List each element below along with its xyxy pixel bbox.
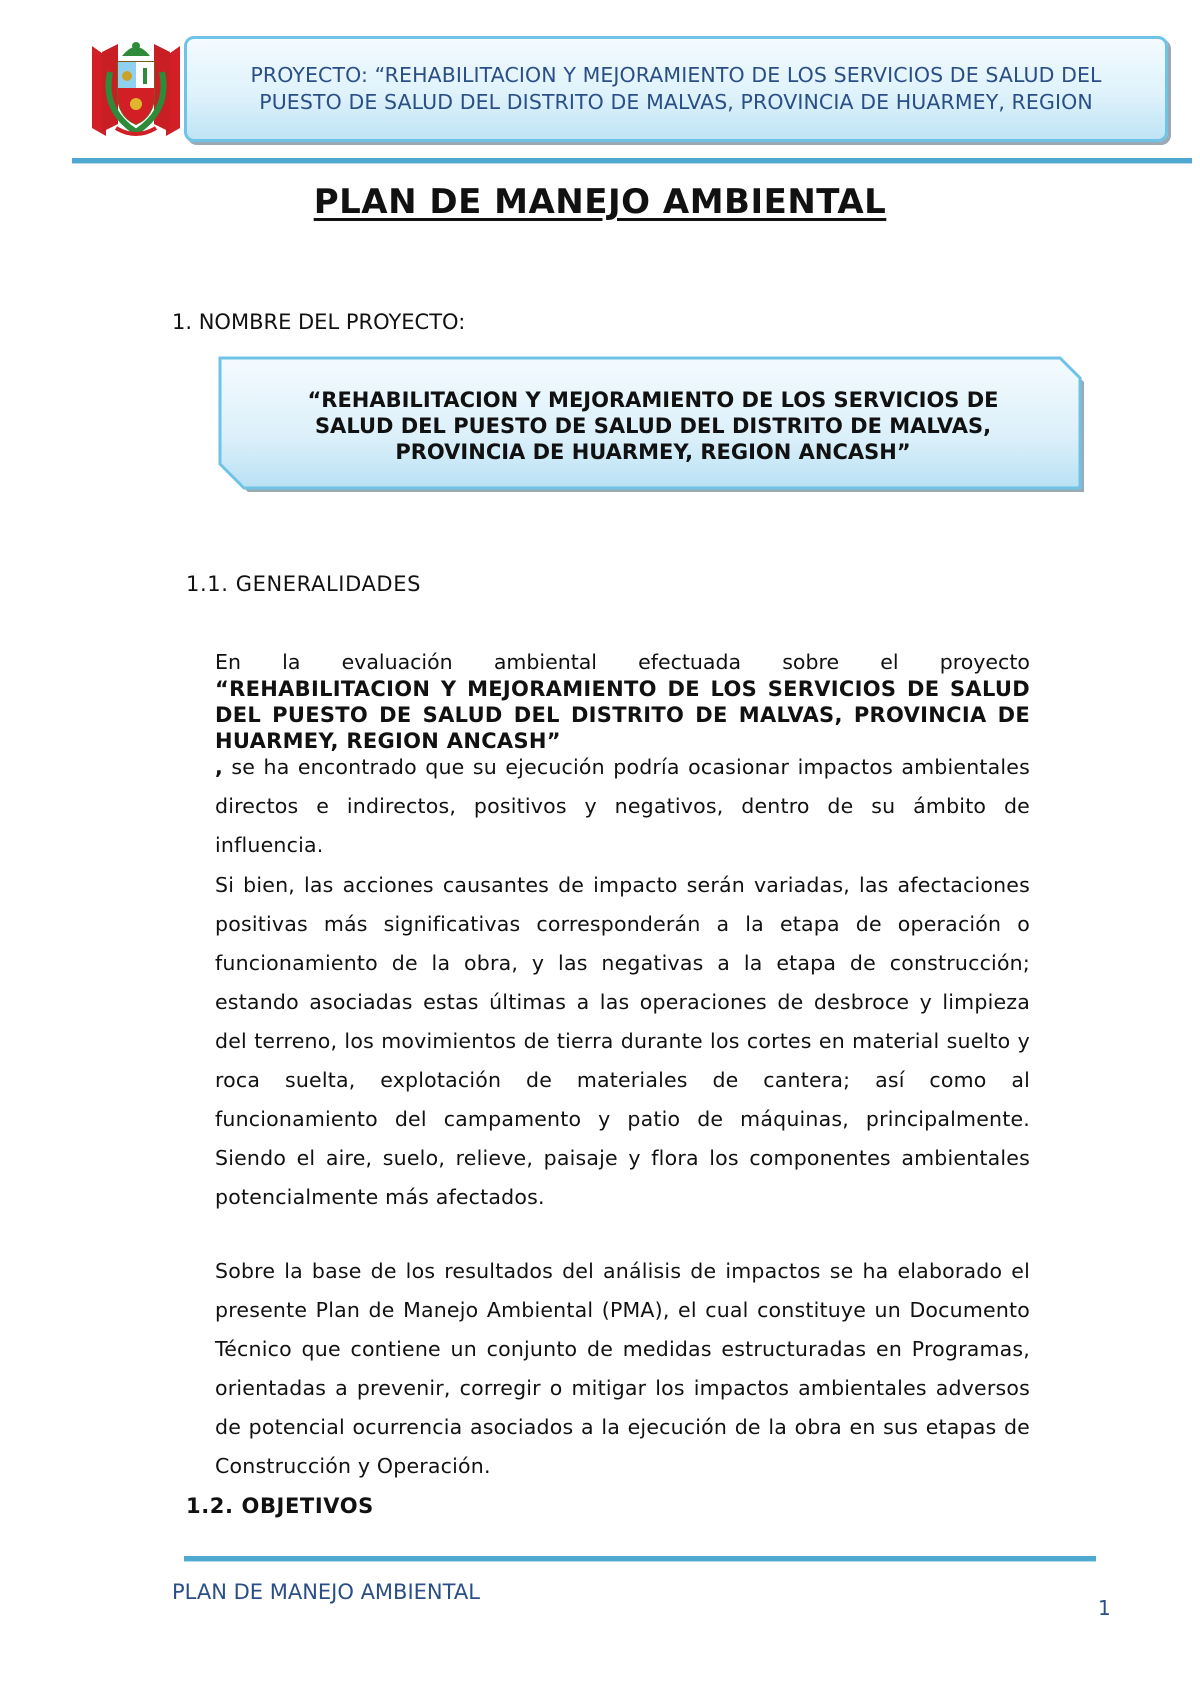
- lead-word: sobre: [782, 650, 840, 674]
- paragraph-pma: Sobre la base de los resultados del análisis de impactos se ha elaborado el presente Plan de Manejo Ambiental (PMA), el cual constituye un Documento Técnico que contiene un conjunto de medidas estructuradas en Programas, orientadas a prevenir, corregir o mitigar los impactos ambientales adversos de potencial ocurrencia asociados a la ejecución de la obra en sus etapas de Construcción y Operación.: [215, 1259, 1030, 1478]
- intro-body-text: se ha encontrado que su ejecución podría ocasionar impactos ambientales directos e indirectos, positivos y negativos, dentro de su ámbito de influencia.: [215, 755, 1030, 857]
- header-banner: [184, 36, 1168, 142]
- paragraph-intro-lead: [215, 650, 1030, 674]
- header-project-title: PROYECTO: “REHABILITACION Y MEJORAMIENTO DE LOS SERVICIOS DE SALUD DEL PUESTO DE SALUD DEL DISTRITO DE MALVAS, PROVINCIA DE HUARMEY, REGION: [250, 63, 1102, 114]
- lead-word: la: [282, 650, 301, 674]
- lead-word: proyecto: [939, 650, 1030, 674]
- lead-word: En: [215, 650, 241, 674]
- lead-word: efectuada: [638, 650, 742, 674]
- section-heading-generalidades: 1.1. GENERALIDADES: [186, 572, 422, 596]
- paragraph-impacts: Si bien, las acciones causantes de impacto serán variadas, las afectaciones positivas más significativas corresponderán a la etapa de operación o funcionamiento de la obra, y las negativas a la etapa de construcción; estando asociadas estas últimas a las operaciones de desbroce y limpieza del terreno, los movimientos de tierra durante los cortes en material suelto y roca suelta, explotación de materiales de cantera; así como al funcionamiento del campamento y patio de máquinas, principalmente. Siendo el aire, suelo, relieve, paisaje y flora los componentes ambientales potencialmente más afectados.: [215, 873, 1030, 1209]
- section-heading-nombre: 1. NOMBRE DEL PROYECTO:: [172, 310, 466, 334]
- page-number: 1: [1098, 1596, 1111, 1620]
- footer-title: PLAN DE MANEJO AMBIENTAL: [172, 1580, 480, 1604]
- lead-word: el: [880, 650, 899, 674]
- section-heading-objetivos: 1.2. OBJETIVOS: [186, 1494, 374, 1518]
- header-divider-light: [72, 163, 1192, 164]
- lead-word: evaluación: [341, 650, 453, 674]
- footer-divider-light: [184, 1561, 1096, 1562]
- project-name-text: “REHABILITACION Y MEJORAMIENTO DE LOS SERVICIOS DE SALUD DEL PUESTO DE SALUD DEL DISTRITO DE MALVAS, PROVINCIA DE HUARMEY, REGION ANCASH”: [307, 388, 999, 464]
- peru-coat-of-arms-icon: [88, 32, 184, 144]
- intro-comma: ,: [215, 755, 223, 779]
- paragraph-intro-body: [215, 748, 1030, 865]
- page-title: PLAN DE MANEJO AMBIENTAL: [313, 182, 887, 222]
- lead-word: ambiental: [493, 650, 597, 674]
- paragraph-intro-project-name: “REHABILITACION Y MEJORAMIENTO DE LOS SERVICIOS DE SALUD DEL PUESTO DE SALUD DEL DISTRITO DE MALVAS, PROVINCIA DE HUARMEY, REGION ANCASH”: [215, 677, 1030, 753]
